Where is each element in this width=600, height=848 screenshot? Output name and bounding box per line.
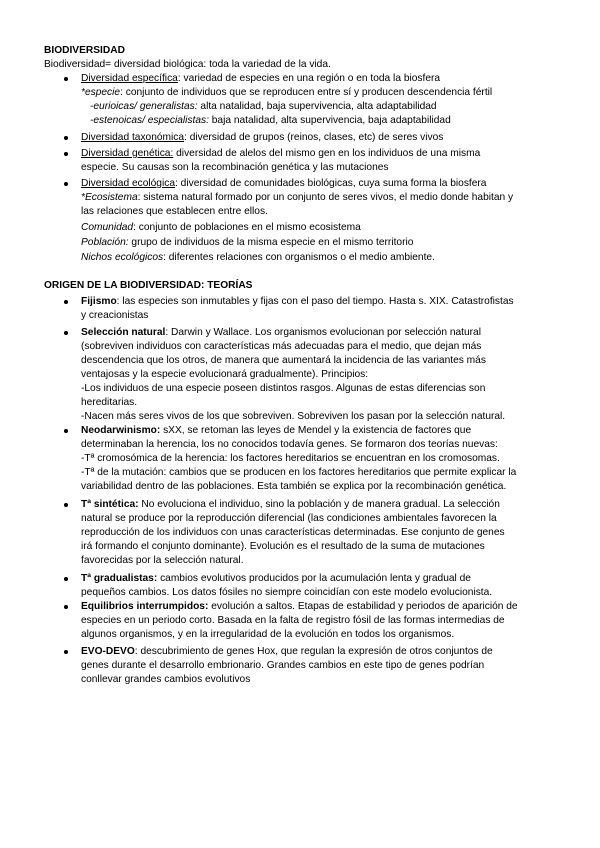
- sintetica-line-2: natural se produce por la reproducción diferencial (las condiciones ambientales favorecen la: [81, 513, 497, 524]
- neo-line-5: variabilidad dentro de las poblaciones. Esta también se explica por la recombinación genética.: [81, 481, 507, 492]
- bullet-diversidad-genetica: Diversidad genética: diversidad de alelos del mismo gen en los individuos de una misma: [81, 148, 481, 159]
- neo-line-3: -Tª cromosómica de la herencia: los factores hereditarios se encuentran en los cromosomas.: [81, 453, 500, 464]
- bullet-diversidad-ecologica: Diversidad ecológica: diversidad de comunidades biológicas, cuya suma forma la biosfera: [81, 178, 487, 189]
- seleccion-line-4: ventajosas y la especie evolucionará gradualmente). Principios:: [81, 369, 369, 380]
- poblacion-definition: Población: grupo de individuos de la misma especie en el mismo territorio: [81, 237, 414, 248]
- seleccion-line-3: descendencia que los otros, de manera que aumentará la incidencia de las variantes más: [81, 355, 486, 366]
- bullet-evo-devo: EVO-DEVO: descubrimiento de genes Hox, que regulan la expresión de otros conjuntos de: [81, 646, 493, 657]
- sintetica-line-4: irá formando el conjunto dominante). Evolución es el resultado de la suma de mutaciones: [81, 541, 485, 552]
- equilibrios-line-3: algunos organismos, y en la irregularidad de la evolución en todos los organismos.: [81, 629, 455, 640]
- seleccion-line-6: hereditarias.: [81, 397, 138, 408]
- bullet-dot: [64, 605, 68, 609]
- bullet-dot: [64, 331, 68, 335]
- ecosistema-definition: *Ecosistema: sistema natural formado por un conjunto de seres vivos, el medio donde habitan y: [81, 192, 514, 203]
- comunidad-definition: Comunidad: conjunto de poblaciones en el mismo ecosistema: [81, 222, 361, 233]
- section-title-biodiversidad: BIODIVERSIDAD: [44, 45, 125, 56]
- gradualistas-line-2: pequeños cambios. Los datos fósiles no siempre coincidían con este modelo evolucionista.: [81, 587, 493, 598]
- bullet-dot: [64, 650, 68, 654]
- bullet-fijismo-cont: y creacionistas: [81, 310, 149, 321]
- ecosistema-definition-cont: las relaciones que establecen entre ellos.: [81, 206, 268, 217]
- seleccion-line-2: (sobreviven individuos con características más adecuadas para el medio, que dejan más: [81, 341, 482, 352]
- equilibrios-line-2: especies en un periodo corto. Basada en la falta de registro fósil de las formas intermedias de: [81, 615, 505, 626]
- sintetica-line-5: favorecidas por la selección natural.: [81, 555, 244, 566]
- bullet-dot: [64, 503, 68, 507]
- bullet-dot: [64, 429, 68, 433]
- especie-definition: *especie: conjunto de individuos que se reproducen entre sí y producen descendencia fértil: [81, 87, 493, 98]
- bullet-diversidad-especifica: Diversidad específica: variedad de especies en una región o en toda la biosfera: [81, 73, 441, 84]
- eurioicas-line: -eurioicas/ generalistas: alta natalidad, baja supervivencia, alta adaptabilidad: [90, 101, 437, 112]
- seleccion-line-5: -Los individuos de una especie poseen distintos rasgos. Algunas de estas diferencias son: [81, 383, 486, 394]
- bullet-dot: [64, 152, 68, 156]
- nichos-definition: Nichos ecológicos: diferentes relaciones con organismos o el medio ambiente.: [81, 252, 435, 263]
- bullet-teoria-sintetica: Tª sintética: No evoluciona el individuo, sino la población y de manera gradual. La selección: [81, 499, 500, 510]
- bullet-dot: [64, 136, 68, 140]
- evo-devo-line-2: genes durante el desarrollo embrionario. Grandes cambios en este tipo de genes podrían: [81, 660, 485, 671]
- bullet-gradualistas: Tª gradualistas: cambios evolutivos producidos por la acumulación lenta y gradual de: [81, 573, 471, 584]
- neo-line-4: -Tª de la mutación: cambios que se producen en los factores hereditarios que permite explicar la: [81, 467, 517, 478]
- estenoicas-line: -estenoicas/ especialistas: baja natalidad, alta supervivencia, baja adaptabilidad: [90, 115, 451, 126]
- bullet-equilibrios: Equilibrios interrumpidos: evolución a saltos. Etapas de estabilidad y periodos de aparición de: [81, 601, 518, 612]
- bullet-dot: [64, 577, 68, 581]
- section-title-origen: ORIGEN DE LA BIODIVERSIDAD: TEORÍAS: [44, 280, 253, 291]
- intro-definition: Biodiversidad= diversidad biológica: toda la variedad de la vida.: [44, 59, 331, 70]
- seleccion-line-7: -Nacen más seres vivos de los que sobreviven. Sobreviven los pasan por la selección natural.: [81, 411, 506, 422]
- bullet-fijismo: Fijismo: las especies son inmutables y fijas con el paso del tiempo. Hasta s. XIX. Catastrofistas: [81, 296, 514, 307]
- sintetica-line-3: reproducción de los individuos con unas características determinadas. Ese conjunto de genes: [81, 527, 505, 538]
- bullet-dot: [64, 300, 68, 304]
- neo-line-2: determinaban la herencia, los no conocidos todavía genes. Se formaron dos teorías nuevas:: [81, 439, 498, 450]
- bullet-diversidad-taxonomica: Diversidad taxonómica: diversidad de grupos (reinos, clases, etc) de seres vivos: [81, 132, 444, 143]
- evo-devo-line-3: conllevar grandes cambios evolutivos: [81, 674, 251, 685]
- bullet-diversidad-genetica-cont: especie. Su causas son la recombinación genética y las mutaciones: [81, 162, 389, 173]
- bullet-seleccion-natural: Selección natural: Darwin y Wallace. Los organismos evolucionan por selección natural: [81, 327, 481, 338]
- bullet-dot: [64, 77, 68, 81]
- bullet-dot: [64, 182, 68, 186]
- bullet-neodarwinismo: Neodarwinismo: sXX, se retoman las leyes de Mendel y la existencia de factores que: [81, 425, 472, 436]
